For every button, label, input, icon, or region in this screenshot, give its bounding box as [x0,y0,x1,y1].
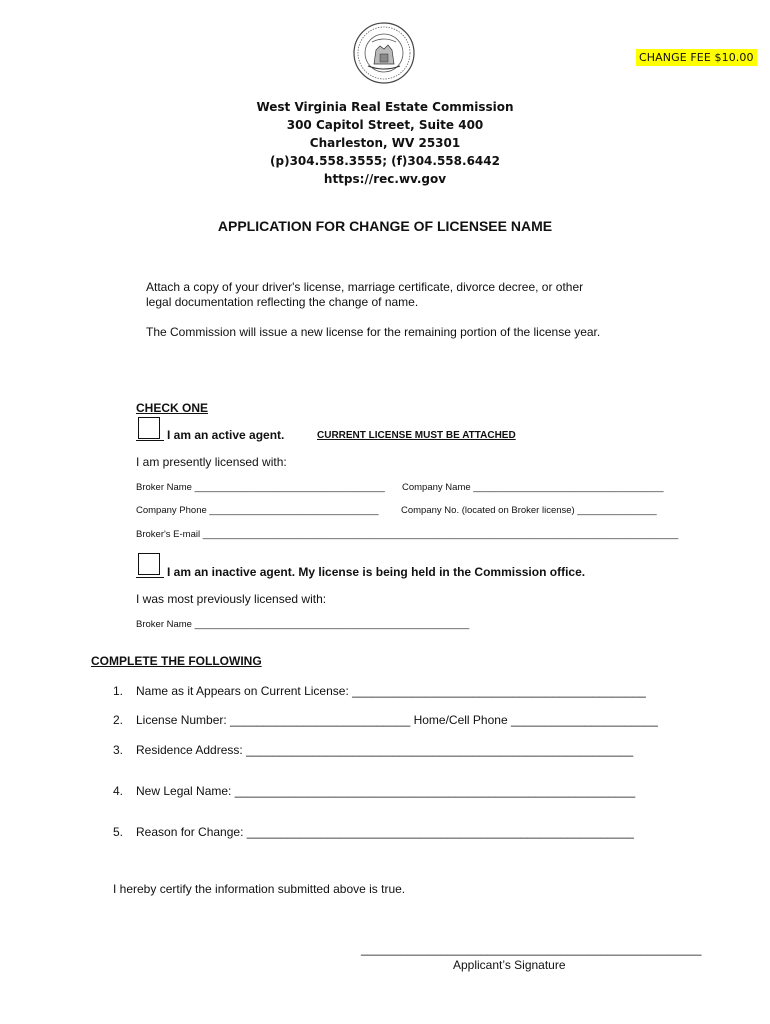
broker-name-field[interactable]: Broker Name ____________________________________ [136,482,385,493]
new-legal-name-field[interactable]: New Legal Name: ____________________________________________________________ [136,784,636,798]
intro-line-3: The Commission will issue a new license for the remaining portion of the license year. [146,325,601,339]
active-agent-label: I am an active agent. [167,428,285,442]
company-phone-field[interactable]: Company Phone ________________________________ [136,505,379,516]
signature-line[interactable]: ___________________________________________________ [361,942,702,956]
wv-seal-icon [352,20,416,86]
item-number: 4. [113,784,124,798]
presently-licensed-text: I am presently licensed with: [136,455,287,469]
previous-broker-name-field[interactable]: Broker Name ____________________________________________________ [136,619,470,630]
complete-heading: COMPLETE THE FOLLOWING [91,654,262,668]
intro-line-2: legal documentation reflecting the change of name. [146,295,419,309]
commission-header [200,98,570,188]
state-seal [352,20,416,86]
inactive-agent-label: I am an inactive agent. My license is being held in the Commission office. [167,565,586,579]
company-number-field[interactable]: Company No. (located on Broker license) _______________ [401,505,657,516]
active-checkbox-underline [136,440,164,441]
intro-line-1: Attach a copy of your driver's license, marriage certificate, divorce decree, or other [146,280,584,294]
org-street: 300 Capitol Street, Suite 400 [286,118,484,132]
org-website: https://rec.wv.gov [323,172,447,186]
item-number: 5. [113,825,124,839]
check-one-heading: CHECK ONE [136,401,209,415]
broker-email-field[interactable]: Broker's E-mail __________________________________________________________________________________________ [136,529,679,540]
org-phones: (p)304.558.3555; (f)304.558.6442 [270,154,500,168]
current-name-field[interactable]: Name as it Appears on Current License: ____________________________________________ [136,684,646,698]
org-city: Charleston, WV 25301 [309,136,461,150]
previously-licensed-text: I was most previously licensed with: [136,592,327,606]
inactive-agent-checkbox[interactable] [138,553,160,575]
item-number: 1. [113,684,124,698]
signature-label: Applicant’s Signature [453,958,566,972]
residence-address-field[interactable]: Residence Address: __________________________________________________________ [136,743,634,757]
org-name: West Virginia Real Estate Commission [256,100,514,114]
license-number-phone-field[interactable]: License Number: ___________________________ Home/Cell Phone ______________________ [136,713,658,727]
active-agent-checkbox[interactable] [138,417,160,439]
inactive-checkbox-underline [136,577,164,578]
item-number: 2. [113,713,124,727]
reason-for-change-field[interactable]: Reason for Change: __________________________________________________________ [136,825,634,839]
company-name-field[interactable]: Company Name ____________________________________ [402,482,664,493]
item-number: 3. [113,743,124,757]
page-title: APPLICATION FOR CHANGE OF LICENSEE NAME [217,218,553,234]
license-attached-note: CURRENT LICENSE MUST BE ATTACHED [317,430,516,441]
certification-statement: I hereby certify the information submitted above is true. [113,882,406,896]
change-fee-badge: CHANGE FEE $10.00 [636,49,757,66]
